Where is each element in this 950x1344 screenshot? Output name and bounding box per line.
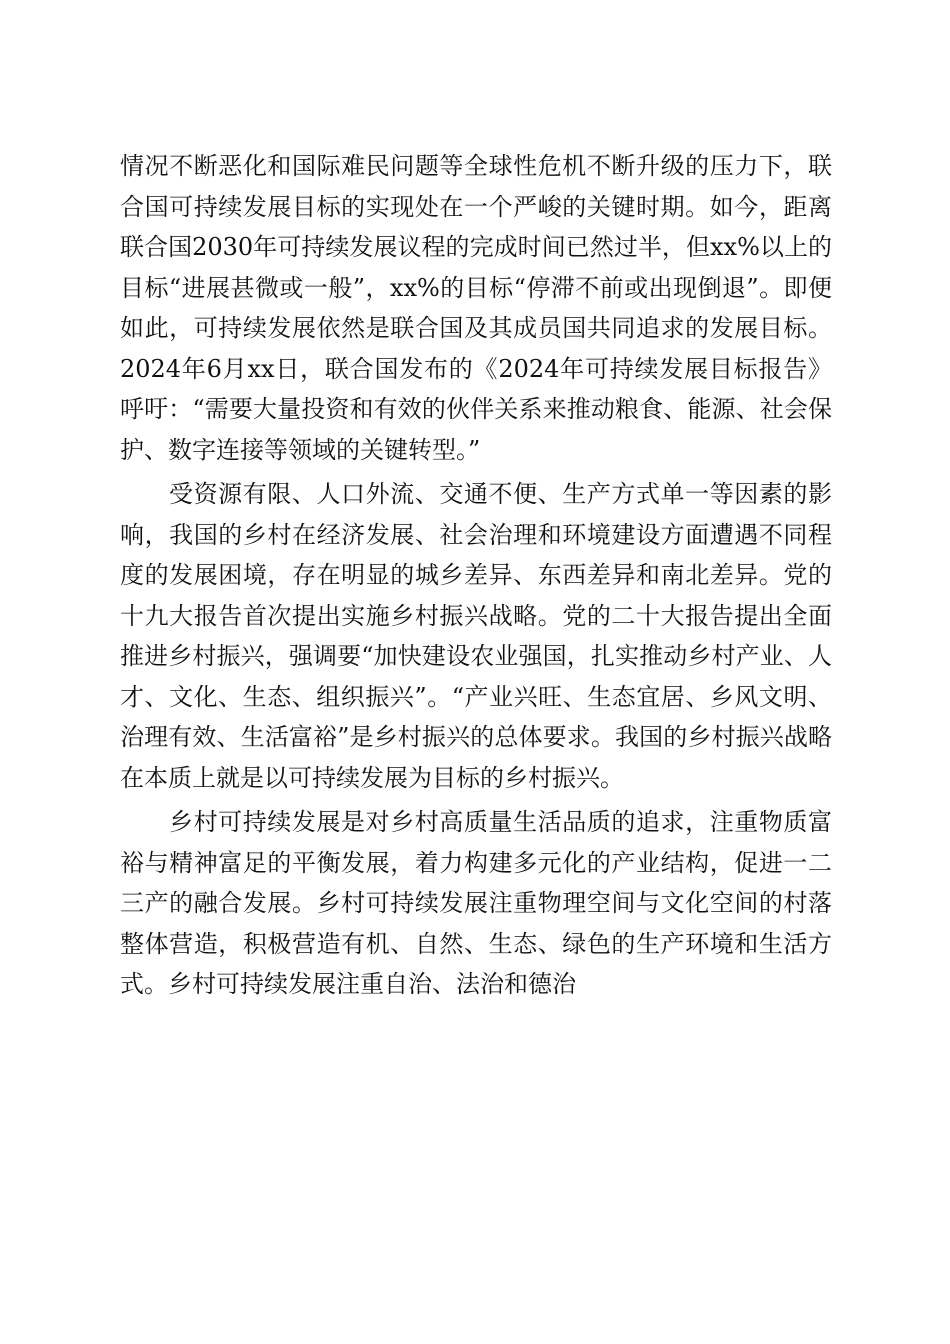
paragraph-rural-challenges: 受资源有限、人口外流、交通不便、生产方式单一等因素的影响，我国的乡村在经济发展、社会治理和环境建设方面遭遇不同程度的发展困境，存在明显的城乡差异、东西差异和南北差异。党的十九大报告首次提出实施乡村振兴战略。党的二十大报告提出全面推进乡村振兴，强调要“加快建设农业强国，扎实推动乡村产业、人才、文化、生态、组织振兴”。“产业兴旺、生态宜居、乡风文明、治理有效、生活富裕”是乡村振兴的总体要求。我国的乡村振兴战略在本质上就是以可持续发展为目标的乡村振兴。 [120, 480, 832, 792]
document-body [120, 146, 832, 1005]
paragraph-continuation: 情况不断恶化和国际难民问题等全球性危机不断升级的压力下，联合国可持续发展目标的实现处在一个严峻的关键时期。如今，距离联合国2030年可持续发展议程的完成时间已然过半，但xx%以上的目标“进展甚微或一般”，xx%的目标“停滞不前或出现倒退”。即便如此，可持续发展依然是联合国及其成员国共同追求的发展目标。2024年6月xx日，联合国发布的《2024年可持续发展目标报告》呼吁：“需要大量投资和有效的伙伴关系来推动粮食、能源、社会保护、数字连接等领域的关键转型。” [120, 152, 832, 464]
paragraph-rural-sustainability: 乡村可持续发展是对乡村高质量生活品质的追求，注重物质富裕与精神富足的平衡发展，着力构建多元化的产业结构，促进一二三产的融合发展。乡村可持续发展注重物理空间与文化空间的村落整体营造，积极营造有机、自然、生态、绿色的生产环境和生活方式。乡村可持续发展注重自治、法治和德治 [120, 808, 832, 998]
